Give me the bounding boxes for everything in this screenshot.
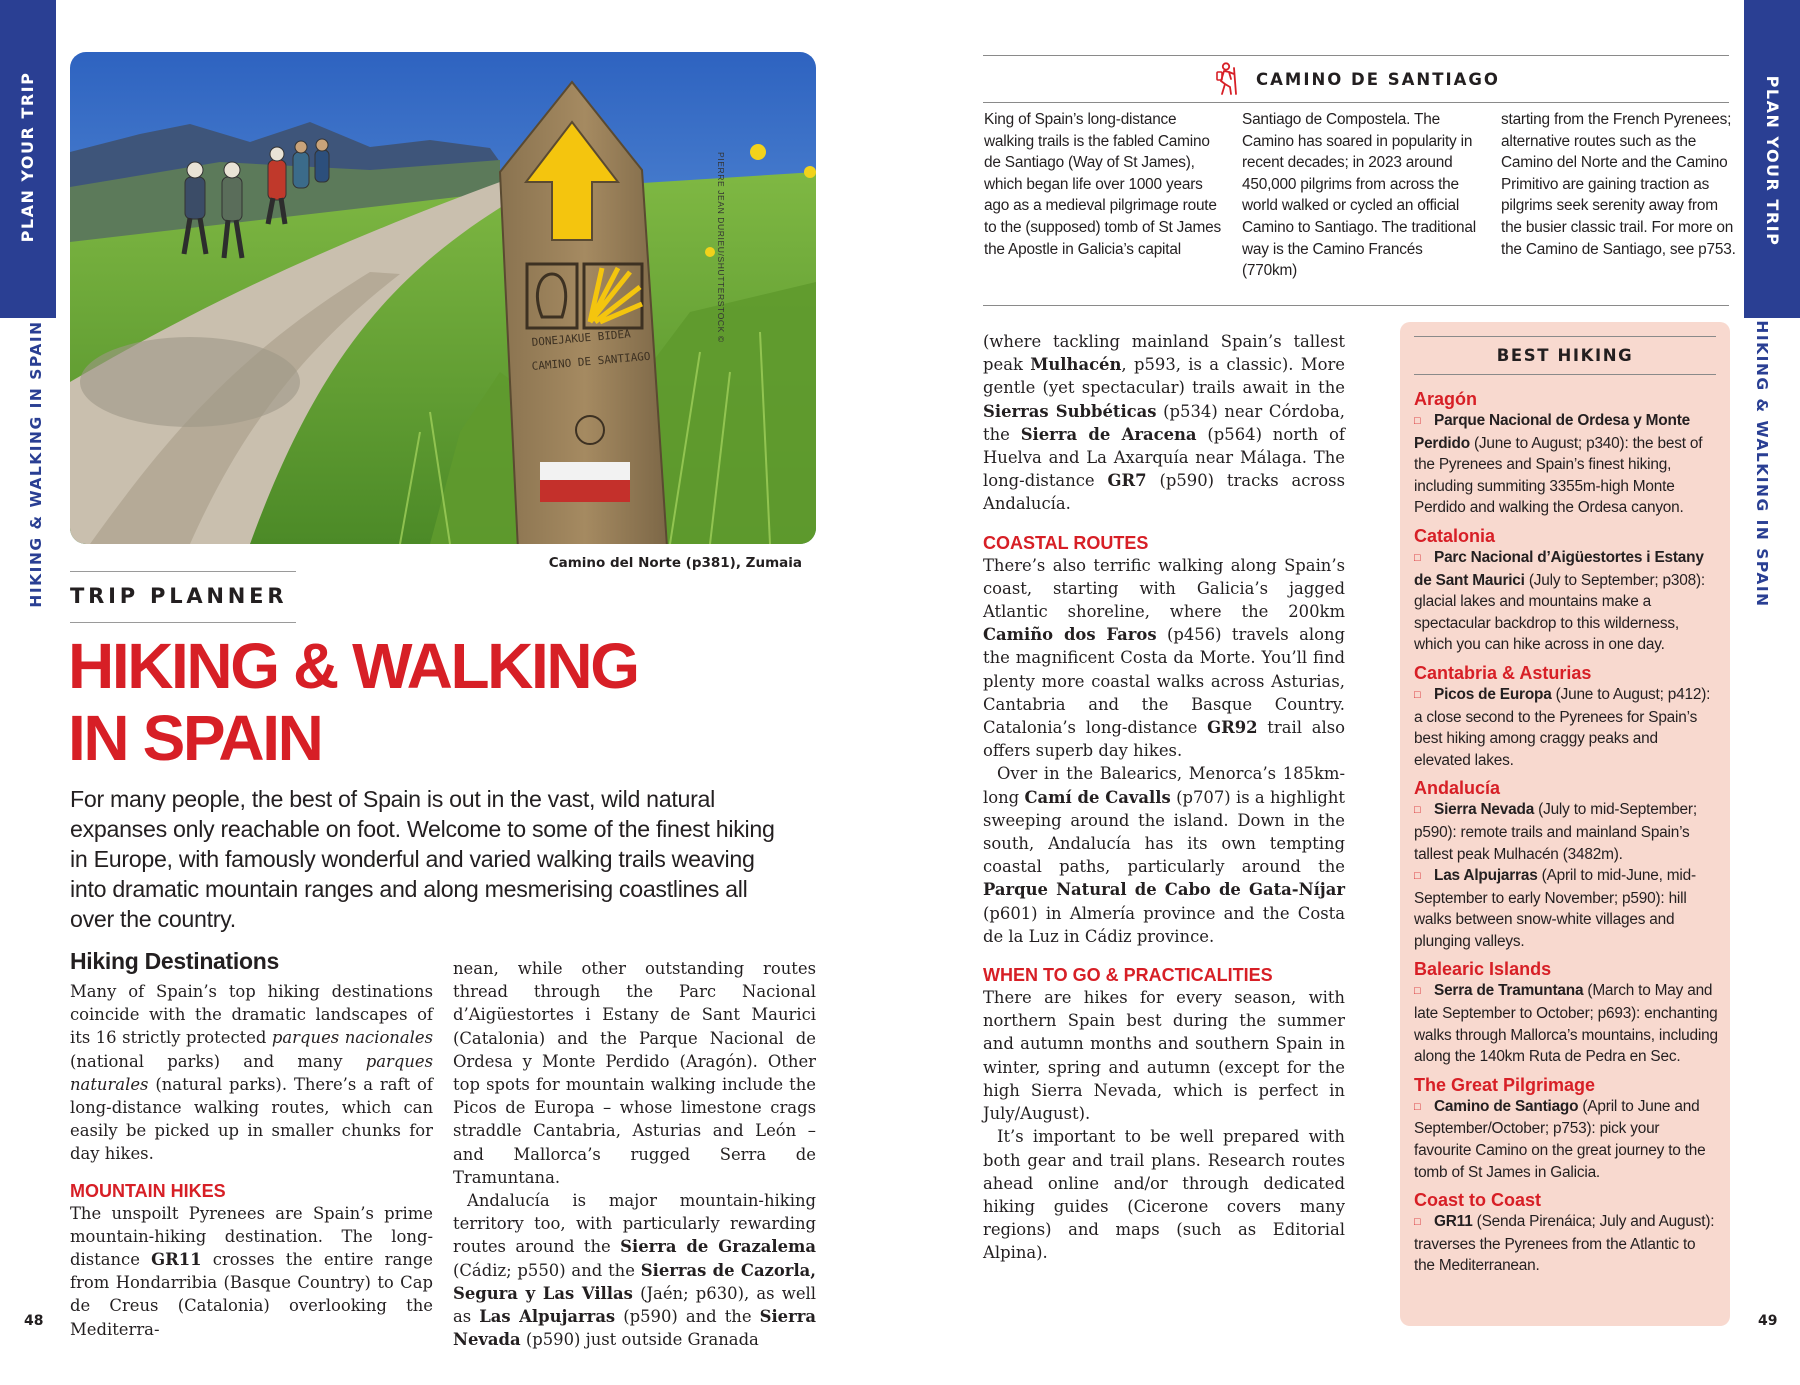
best-hiking-item-details: (June to August; p340): the best of the Pyrenees and Spain’s finest hiking, including summiting 3355m-high Monte Perdido and walking the Ordesa canyon.	[1414, 434, 1703, 517]
kicker-rule-top	[70, 571, 296, 572]
camino-box-title: CAMINO DE SANTIAGO	[1256, 69, 1500, 89]
main-paragraph-1	[983, 330, 1345, 516]
text-run: (Cádiz; p550) and the	[453, 1260, 641, 1280]
camino-box-header	[983, 58, 1729, 100]
right-side-tab	[1744, 0, 1800, 318]
right-main-column	[983, 330, 1345, 1265]
page-title-line1: HIKING & WALKING	[68, 630, 638, 702]
bold-term: Sierra de Aracena	[1020, 424, 1197, 444]
camino-box-rule-top	[983, 55, 1729, 56]
section-heading: Hiking Destinations	[70, 948, 279, 974]
square-bullet-icon: □	[1414, 1100, 1421, 1113]
hero-photo	[70, 52, 816, 544]
left-running-head: HIKING & WALKING IN SPAIN	[27, 320, 45, 608]
text-run: (p590) tracks across Andalucía.	[983, 471, 1345, 514]
best-hiking-region-heading: The Great Pilgrimage	[1414, 1074, 1596, 1095]
camino-box-rule-bottom	[983, 305, 1729, 306]
text-run: crosses the entire range from Hondarribia (Basque Country) to Cap de Creus (Catalonia) overlooking the Mediterra-	[70, 1250, 433, 1339]
main-paragraph-5: It’s important to be well prepared with both gear and trail plans. Research routes ahead online and/or through dedicated hiking guides (Cicerone covers many regions) and maps (such as Editorial Alpina).	[983, 1127, 1345, 1263]
kicker: TRIP PLANNER	[70, 584, 288, 608]
bold-term: Parque Natural de Cabo de Gata-Níjar	[983, 880, 1345, 900]
best-hiking-item	[1414, 684, 1718, 771]
square-bullet-icon: □	[1414, 985, 1421, 998]
best-hiking-item-name: Serra de Tramuntana	[1434, 982, 1584, 1000]
best-hiking-item-details: (April to June and September/October; p753): pick your favourite Camino on the great journey to the tomb of St James in Galicia.	[1414, 1097, 1706, 1181]
bold-term: GR11	[151, 1250, 202, 1270]
text-run: (p707) is a highlight sweeping around the island. Down in the south, Andalucía has its own tempting coastal paths, particularly around the	[983, 787, 1345, 877]
page-title-line2: IN SPAIN	[68, 702, 322, 774]
text-run: (p534) near Córdoba, the	[983, 401, 1345, 444]
text-run: Over in the Balearics, Menorca’s 185km-long	[983, 764, 1345, 807]
square-bullet-icon: □	[1414, 688, 1421, 701]
best-hiking-item	[1414, 1211, 1718, 1277]
mountain-hikes-subhead: MOUNTAIN HIKES	[70, 1180, 226, 1201]
best-hiking-item-details: (March to May and late September to October; p693): enchanting walks through Mallorca’s mountains, including along the 140km Ruta de Pedra en Sec.	[1414, 982, 1718, 1066]
bold-term: Sierras Subbéticas	[983, 401, 1157, 421]
bold-term: Sierras de Cazorla, Segura y Las Villas	[453, 1260, 816, 1303]
best-hiking-item	[1414, 865, 1718, 952]
best-hiking-region-heading: Andalucía	[1414, 778, 1501, 799]
kicker-rule-bottom	[70, 622, 296, 623]
text-run: (p601) in Almería province and the Costa de la Luz in Cádiz province.	[983, 903, 1345, 946]
best-hiking-region-heading: Cantabria & Asturias	[1414, 662, 1592, 683]
best-hiking-item-name: Camino de Santiago	[1434, 1097, 1579, 1115]
text-run: , p593, is a classic). More gentle (yet spectacular) trails await in the	[983, 355, 1345, 398]
best-hiking-item	[1414, 1096, 1718, 1183]
best-hiking-item-details: (July to mid-September; p590): remote trails and mainland Spain’s tallest peak Mulhacén (3482m).	[1414, 801, 1697, 863]
best-hiking-rule-top	[1414, 336, 1716, 337]
best-hiking-item-name: Las Alpujarras	[1434, 867, 1538, 885]
left-side-tab-label: PLAN YOUR TRIP	[18, 71, 37, 243]
camino-col-2: Santiago de Compostela. The Camino has soared in popularity in recent decades; in 2023 around 450,000 pilgrims from across the world walked or cycled an official Camino to Santiago. The traditional way is the Camino Francés (770km)	[1242, 111, 1476, 280]
main-paragraph-4: There are hikes for every season, with northern Spain best during the summer and autumn months and southern Spain in winter, spring and autumn (except for the high Sierra Nevada, which is perfect in July/August).	[983, 988, 1345, 1124]
bold-term: GR92	[1207, 718, 1258, 738]
best-hiking-item	[1414, 410, 1718, 519]
text-run: (p456) travels along the magnificent Costa da Morte. You’ll find plenty more coastal walks across Asturias, Cantabria and the Basque Country. Catalonia’s long-distance	[983, 625, 1345, 738]
camino-col-1: King of Spain’s long-distance walking trails is the fabled Camino de Santiago (Way of St James), which began life over 1000 years ago as a medieval pilgrimage route to the (supposed) tomb of St James the Apostle in Galicia’s capital	[984, 111, 1222, 258]
italic-term: parques naturales	[70, 1051, 433, 1094]
text-run: (p590) and the	[615, 1307, 760, 1327]
bold-term: Mulhacén	[1030, 355, 1122, 375]
square-bullet-icon: □	[1414, 551, 1421, 564]
best-hiking-item-name: GR11	[1434, 1213, 1473, 1231]
best-hiking-list	[1414, 388, 1718, 1277]
best-hiking-item-details: (Senda Pirenáica; July and August): traverses the Pyrenees from the Atlantic to the Mediterranean.	[1414, 1213, 1715, 1275]
square-bullet-icon: □	[1414, 870, 1421, 883]
sign-text-line1: DONEJAKUE BIDEA	[531, 327, 632, 349]
photo-caption: Camino del Norte (p381), Zumaia	[548, 555, 802, 571]
best-hiking-item-name: Parc Nacional d’Aigüestortes i Estany de Sant Maurici	[1414, 548, 1704, 589]
main-paragraph-2	[983, 554, 1345, 763]
col2-paragraph-2	[453, 1189, 816, 1351]
best-hiking-item	[1414, 980, 1718, 1067]
left-side-tab	[0, 0, 56, 318]
text-run: (national parks) and many	[70, 1051, 366, 1071]
text-run: (Jaén; p630), as well as	[453, 1283, 817, 1327]
best-hiking-item	[1414, 799, 1718, 865]
text-run: (where tackling mainland Spain’s tallest peak	[983, 332, 1345, 375]
best-hiking-item-details: (April to mid-June, mid-September to early November; p590): hill walks between snow-white villages and plunging valleys.	[1414, 867, 1696, 950]
camino-photo-illustration	[70, 52, 816, 544]
intro-paragraph: For many people, the best of Spain is out in the vast, wild natural expanses only reachable on foot. Welcome to some of the finest hiking in Europe, with famously wonderful and varied walking trails weaving into dramatic mountain ranges and along mesmerising coastlines all over the country.	[70, 786, 775, 932]
photo-credit: PIERRE JEAN DURIEU/SHUTTERSTOCK ©	[716, 152, 726, 343]
bold-term: Camí de Cavalls	[1024, 787, 1171, 807]
bold-term: GR7	[1107, 471, 1147, 491]
text-run: The unspoilt Pyrenees are Spain’s prime mountain-hiking destination. The long-distance	[70, 1203, 433, 1270]
text-run: trail also offers superb day hikes.	[983, 718, 1345, 761]
best-hiking-title: BEST HIKING	[1496, 346, 1634, 365]
col1-paragraph-1	[70, 980, 433, 1166]
best-hiking-region-heading: Coast to Coast	[1414, 1190, 1542, 1211]
text-run: (natural parks). There’s a raft of long-distance walking routes, which can easily be picked up in smaller chunks for day hikes.	[70, 1074, 433, 1164]
square-bullet-icon: □	[1414, 804, 1421, 817]
square-bullet-icon: □	[1414, 415, 1421, 427]
hiker-icon	[1212, 62, 1242, 96]
left-column-2	[453, 957, 816, 1351]
best-hiking-box	[1400, 322, 1730, 1326]
text-run: Many of Spain’s top hiking destinations coincide with the dramatic landscapes of its 16 strictly protected	[70, 982, 433, 1048]
square-bullet-icon: □	[1414, 1216, 1421, 1229]
right-side-tab-label: PLAN YOUR TRIP	[1763, 75, 1782, 247]
bold-term: Camiño dos Faros	[983, 625, 1157, 645]
right-running-head: HIKING & WALKING IN SPAIN	[1753, 320, 1771, 608]
left-column-1	[70, 980, 433, 1341]
bold-term: Las Alpujarras	[479, 1307, 616, 1327]
camino-box-rule-mid	[983, 102, 1729, 103]
text-run: There’s also terrific walking along Spain’s coast, starting with Galicia’s jagged Atlantic shoreline, where the 200km	[983, 555, 1345, 622]
best-hiking-rule-bottom	[1414, 374, 1716, 375]
best-hiking-item-name: Picos de Europa	[1434, 685, 1552, 703]
sign-text-line2: CAMINO DE SANTIAGO	[531, 349, 652, 373]
best-hiking-region-heading: Balearic Islands	[1414, 959, 1552, 980]
best-hiking-item-details: (July to September; p308): glacial lakes and mountains make a spectacular backdrop to this wilderness, which you can hike across in one day.	[1414, 571, 1705, 654]
col1-paragraph-2	[70, 1202, 433, 1341]
best-hiking-item-name: Parque Nacional de Ordesa y Monte Perdido	[1414, 412, 1690, 452]
text-run: Andalucía is major mountain-hiking territory too, with particularly rewarding routes around the	[453, 1191, 816, 1257]
text-run: (p590) just outside Granada	[520, 1330, 759, 1350]
best-hiking-item-details: (June to August; p412): a close second to the Pyrenees for Spain’s best hiking among craggy peaks and elevated lakes.	[1414, 685, 1711, 769]
bold-term: Sierra de Grazalema	[620, 1237, 817, 1257]
coastal-routes-subhead: COASTAL ROUTES	[983, 532, 1149, 553]
left-page-number: 48	[24, 1313, 44, 1329]
best-hiking-region-heading: Aragón	[1414, 389, 1477, 409]
page-title	[68, 630, 638, 774]
main-paragraph-3	[983, 762, 1345, 948]
when-to-go-subhead: WHEN TO GO & PRACTICALITIES	[983, 965, 1273, 986]
camino-col-3: starting from the French Pyrenees; alternative routes such as the Camino del Norte and the Camino Primitivo are gaining traction as pilgrims seek serenity away from the busier classic trail. For more on the Camino de Santiago, see p753.	[1501, 111, 1736, 258]
best-hiking-item-name: Sierra Nevada	[1434, 801, 1535, 819]
text-run: (p564) north of Huelva and La Axarquía near Málaga. The long-distance	[983, 424, 1345, 491]
italic-term: parques nacionales	[271, 1028, 433, 1048]
col2-paragraph-1: nean, while other outstanding routes thread through the Parc Nacional d’Aigüestortes i Estany de Sant Maurici (Catalonia) and the Parque Nacional de Ordesa y Monte Perdido (Aragón). Other top spots for mountain walking include the Picos de Europa – whose limestone crags straddle Cantabria, Asturias and León – and Mallorca’s rugged Serra de Tramuntana.	[453, 959, 816, 1187]
best-hiking-region-heading: Catalonia	[1414, 525, 1496, 546]
bold-term: Sierra Nevada	[453, 1307, 816, 1350]
right-page-number: 49	[1758, 1313, 1778, 1329]
best-hiking-item	[1414, 547, 1718, 656]
